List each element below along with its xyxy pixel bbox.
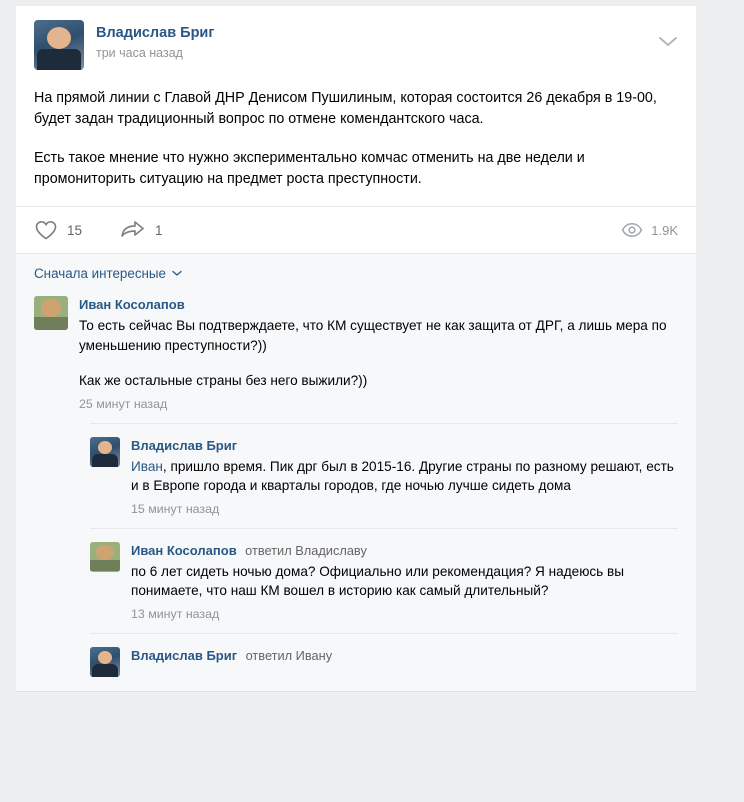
chevron-down-icon[interactable] [658,36,678,48]
comment-header [131,647,678,665]
comment-body [79,296,678,411]
post-paragraph: На прямой линии с Главой ДНР Денисом Пушилиным, которая состоится 26 декабря в 19-00, будет задан традиционный вопрос по отмене комендантского часа. [34,90,657,127]
list-item [34,529,678,621]
post-header [34,20,678,70]
avatar[interactable] [34,20,84,70]
comment-time[interactable]: 15 минут назад [131,501,220,516]
share-button[interactable] [120,219,163,241]
avatar[interactable] [90,437,120,467]
list-item [34,634,678,677]
avatar-image [34,20,84,70]
like-button[interactable] [34,219,82,241]
comment-time[interactable]: 25 минут назад [79,396,168,411]
post-paragraph: Есть такое мнение что нужно экспериментально комчас отменить на две недели и промониторить ситуацию на предмет роста преступности. [34,150,585,187]
list-item [34,283,678,411]
avatar[interactable] [90,542,120,572]
avatar-image [90,647,120,677]
avatar[interactable] [34,296,68,330]
comment-paragraph-rest: , пришло время. Пик дрг был в 2015-16. Другие страны по разному решают, есть и в Европе города и кварталы городов, где ночью лучше сидеть дома [131,458,674,493]
comment-author-name[interactable]: Владислав Бриг [131,647,238,663]
comment-text [131,457,678,496]
list-item [34,424,678,516]
avatar-image [90,542,120,572]
comment-author-name[interactable]: Иван Косолапов [131,542,237,558]
comment-reply-to: ответил Ивану [245,647,333,663]
comment-body [131,542,678,621]
share-count: 1 [155,222,163,238]
mention-link[interactable]: Иван [131,458,163,474]
post-text [34,88,678,190]
comment-text [131,562,678,601]
comment-header [131,542,678,560]
comment-header [79,296,678,314]
like-count: 15 [67,222,83,238]
post-author-name[interactable]: Владислав Бриг [96,25,215,41]
avatar-image [90,437,120,467]
eye-icon [621,222,643,238]
comment-paragraph: Как же остальные страны без него выжили?)) [79,373,368,388]
heart-icon [34,219,58,241]
comment-author-name[interactable]: Владислав Бриг [131,437,238,453]
post [16,6,696,206]
post-author-block [96,20,214,60]
post-date[interactable]: три часа назад [96,46,183,60]
comment-time[interactable]: 13 минут назад [131,606,220,621]
avatar[interactable] [90,647,120,677]
comments-sort-label: Сначала интересные [34,266,166,281]
comment-body [131,437,678,516]
comment-paragraph: по 6 лет сидеть ночью дома? Официально или рекомендация? Я надеюсь вы понимаете, что наш КМ вошел в историю как самый длительный? [131,563,625,598]
comment-text [79,316,678,391]
comments-section [16,254,696,691]
comment-paragraph: То есть сейчас Вы подтверждаете, что КМ существует не как защита от ДРГ, а лишь мера по уменьшению преступности?)) [79,318,667,353]
comment-paragraph [131,457,678,496]
views-indicator [621,222,678,238]
share-arrow-icon [120,219,146,241]
comment-reply-to: ответил Владиславу [245,542,367,558]
comment-body [131,647,678,665]
views-count: 1.9K [651,222,678,238]
chevron-down-icon [172,270,182,277]
comment-header [131,437,678,455]
avatar-image [34,296,68,330]
post-actions [16,207,696,253]
comment-author-name[interactable]: Иван Косолапов [79,297,185,312]
comments-sort-selector[interactable] [34,266,678,283]
post-card [16,6,696,691]
